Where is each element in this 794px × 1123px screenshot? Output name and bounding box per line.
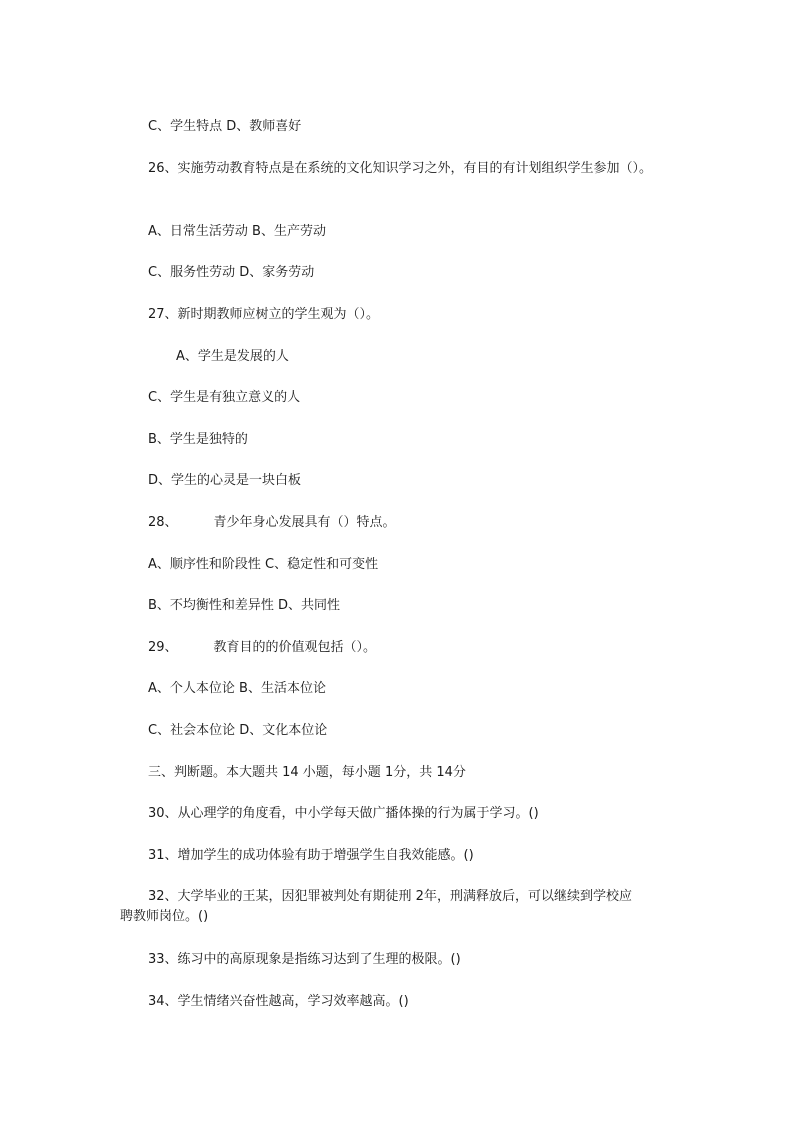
question-29-number: 29、 — [148, 640, 178, 655]
question-30: 30、从心理学的角度看，中小学每天做广播体操的行为属于学习。() — [148, 806, 539, 821]
question-27: 27、新时期教师应树立的学生观为（）。 — [148, 307, 380, 322]
question-32-line-2: 聘教师岗位。() — [120, 909, 209, 924]
option-line-ab-26: A、日常生活劳动 B、生产劳动 — [148, 224, 326, 239]
option-line-ab-29: A、个人本位论 B、生活本位论 — [148, 681, 326, 696]
option-line-bd-28: B、不均衡性和差异性 D、共同性 — [148, 598, 341, 613]
option-27-b: B、学生是独特的 — [148, 432, 248, 447]
question-28 — [148, 514, 396, 532]
section-heading-judgment: 三、判断题。本大题共 14 小题，每小题 1分，共 14分 — [148, 765, 466, 780]
option-line-ac-28: A、顺序性和阶段性 C、稳定性和可变性 — [148, 557, 379, 572]
question-34: 34、学生情绪兴奋性越高，学习效率越高。() — [148, 994, 409, 1009]
option-line-cd-25: C、学生特点 D、教师喜好 — [148, 119, 302, 134]
question-32-line-1: 32、大学毕业的王某，因犯罪被判处有期徒刑 2年，刑满释放后，可以继续到学校应 — [148, 889, 632, 904]
question-29-text: 教育目的的价值观包括（）。 — [213, 640, 377, 655]
option-27-c: C、学生是有独立意义的人 — [148, 390, 301, 405]
option-27-d: D、学生的心灵是一块白板 — [148, 473, 302, 488]
option-line-cd-26: C、服务性劳动 D、家务劳动 — [148, 265, 315, 280]
option-27-a: A、学生是发展的人 — [176, 349, 289, 364]
option-line-cd-29: C、社会本位论 D、文化本位论 — [148, 723, 328, 738]
question-28-number: 28、 — [148, 515, 178, 530]
question-31: 31、增加学生的成功体验有助于增强学生自我效能感。() — [148, 848, 474, 863]
question-28-text: 青少年身心发展具有（）特点。 — [213, 515, 396, 530]
question-33: 33、练习中的高原现象是指练习达到了生理的极限。() — [148, 952, 461, 967]
question-26: 26、实施劳动教育特点是在系统的文化知识学习之外，有目的有计划组织学生参加（）。 — [148, 161, 653, 176]
question-29 — [148, 639, 376, 657]
